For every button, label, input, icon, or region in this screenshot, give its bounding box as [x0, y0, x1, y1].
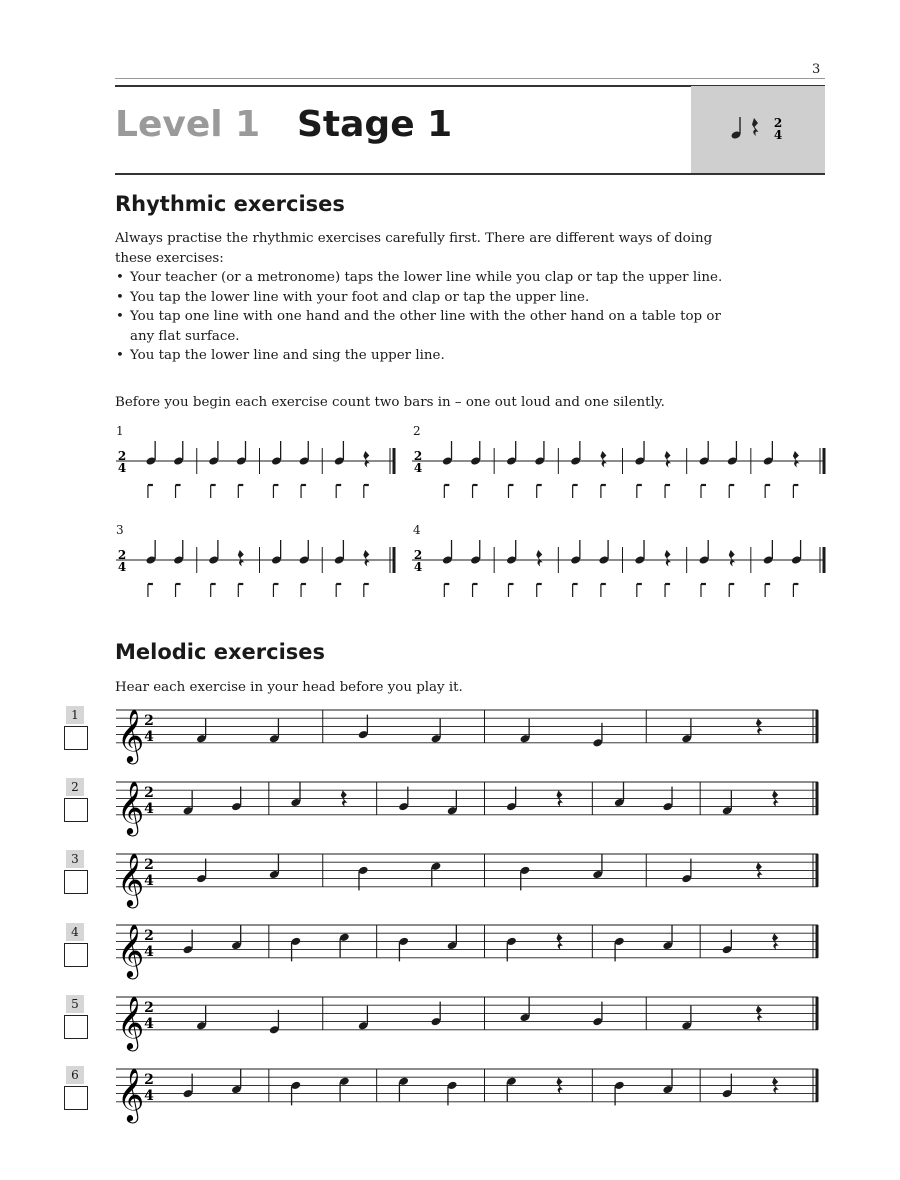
final-barline-thick [816, 1069, 819, 1102]
melodic-staff [116, 852, 819, 908]
melodic-staff [116, 923, 819, 979]
check-number: 5 [66, 995, 84, 1013]
melodic-staff [116, 1067, 819, 1123]
time-signature-top: 2 [144, 1072, 154, 1088]
rhythm-exercise-number: 4 [413, 523, 421, 537]
treble-clef-icon: 𝄞 [117, 922, 145, 977]
treble-clef-icon: 𝄞 [117, 779, 145, 834]
check-number: 2 [66, 778, 84, 796]
final-barline-thick [816, 997, 819, 1030]
time-signature-bottom: 4 [144, 801, 154, 817]
page-number: 3 [812, 62, 821, 77]
final-barline-thick [816, 925, 819, 958]
time-signature-bottom: 4 [413, 461, 423, 475]
time-signature-top: 2 [413, 548, 423, 562]
time-signature-top: 2 [144, 857, 154, 873]
time-signature-top: 2 [117, 449, 127, 463]
time-signature-bottom: 4 [144, 1016, 154, 1032]
check-number: 1 [66, 706, 84, 724]
melodic-staff [116, 780, 819, 836]
time-signature-top: 2 [144, 1000, 154, 1016]
time-signature-top: 2 [117, 548, 127, 562]
treble-clef-icon: 𝄞 [117, 707, 145, 762]
level-title: Level 1 [115, 104, 261, 145]
time-signature-bottom: 4 [144, 729, 154, 745]
header-time-top: 2 [773, 116, 783, 130]
time-signature-bottom: 4 [117, 560, 127, 574]
treble-clef-icon: 𝄞 [117, 1066, 145, 1121]
rhythmic-heading: Rhythmic exercises [115, 192, 345, 216]
bullet-item: • You tap one line with one hand and the other line with the other hand on a table top or any flat surface. [115, 307, 735, 346]
final-barline-thick [816, 854, 819, 887]
check-number: 4 [66, 923, 84, 941]
bullet-item: • You tap the lower line with your foot and clap or tap the upper line. [115, 288, 735, 308]
check-number: 3 [66, 850, 84, 868]
rhythm-exercise-number: 1 [116, 424, 124, 438]
bullet-item: • Your teacher (or a metronome) taps the lower line while you clap or tap the upper line. [115, 268, 735, 288]
final-barline-thick [816, 710, 819, 743]
time-signature-bottom: 4 [144, 944, 154, 960]
time-signature-top: 2 [144, 713, 154, 729]
time-signature-top: 2 [144, 928, 154, 944]
time-signature-top: 2 [413, 449, 423, 463]
rhythm-exercise-number: 3 [116, 523, 124, 537]
final-barline-thick [816, 782, 819, 815]
check-number: 6 [66, 1066, 84, 1084]
rhythm-exercise-number: 2 [413, 424, 421, 438]
time-signature-bottom: 4 [144, 1088, 154, 1104]
treble-clef-icon: 𝄞 [117, 851, 145, 906]
melodic-intro: Hear each exercise in your head before you play it. [115, 680, 463, 695]
count-in-text: Before you begin each exercise count two bars in – one out loud and one silently. [115, 395, 665, 410]
rhythmic-intro: Always practise the rhythmic exercises carefully first. There are different ways of doing these exercises: [115, 231, 713, 266]
bullet-item: • You tap the lower line and sing the upper line. [115, 346, 735, 366]
header-time-bottom: 4 [773, 128, 783, 142]
melodic-staff [116, 708, 819, 764]
stage-title: Stage 1 [297, 104, 453, 145]
treble-clef-icon: 𝄞 [117, 994, 145, 1049]
time-signature-bottom: 4 [144, 873, 154, 889]
time-signature-bottom: 4 [117, 461, 127, 475]
melodic-heading: Melodic exercises [115, 640, 326, 664]
time-signature-bottom: 4 [413, 560, 423, 574]
melodic-staff [116, 995, 819, 1051]
time-signature-top: 2 [144, 785, 154, 801]
